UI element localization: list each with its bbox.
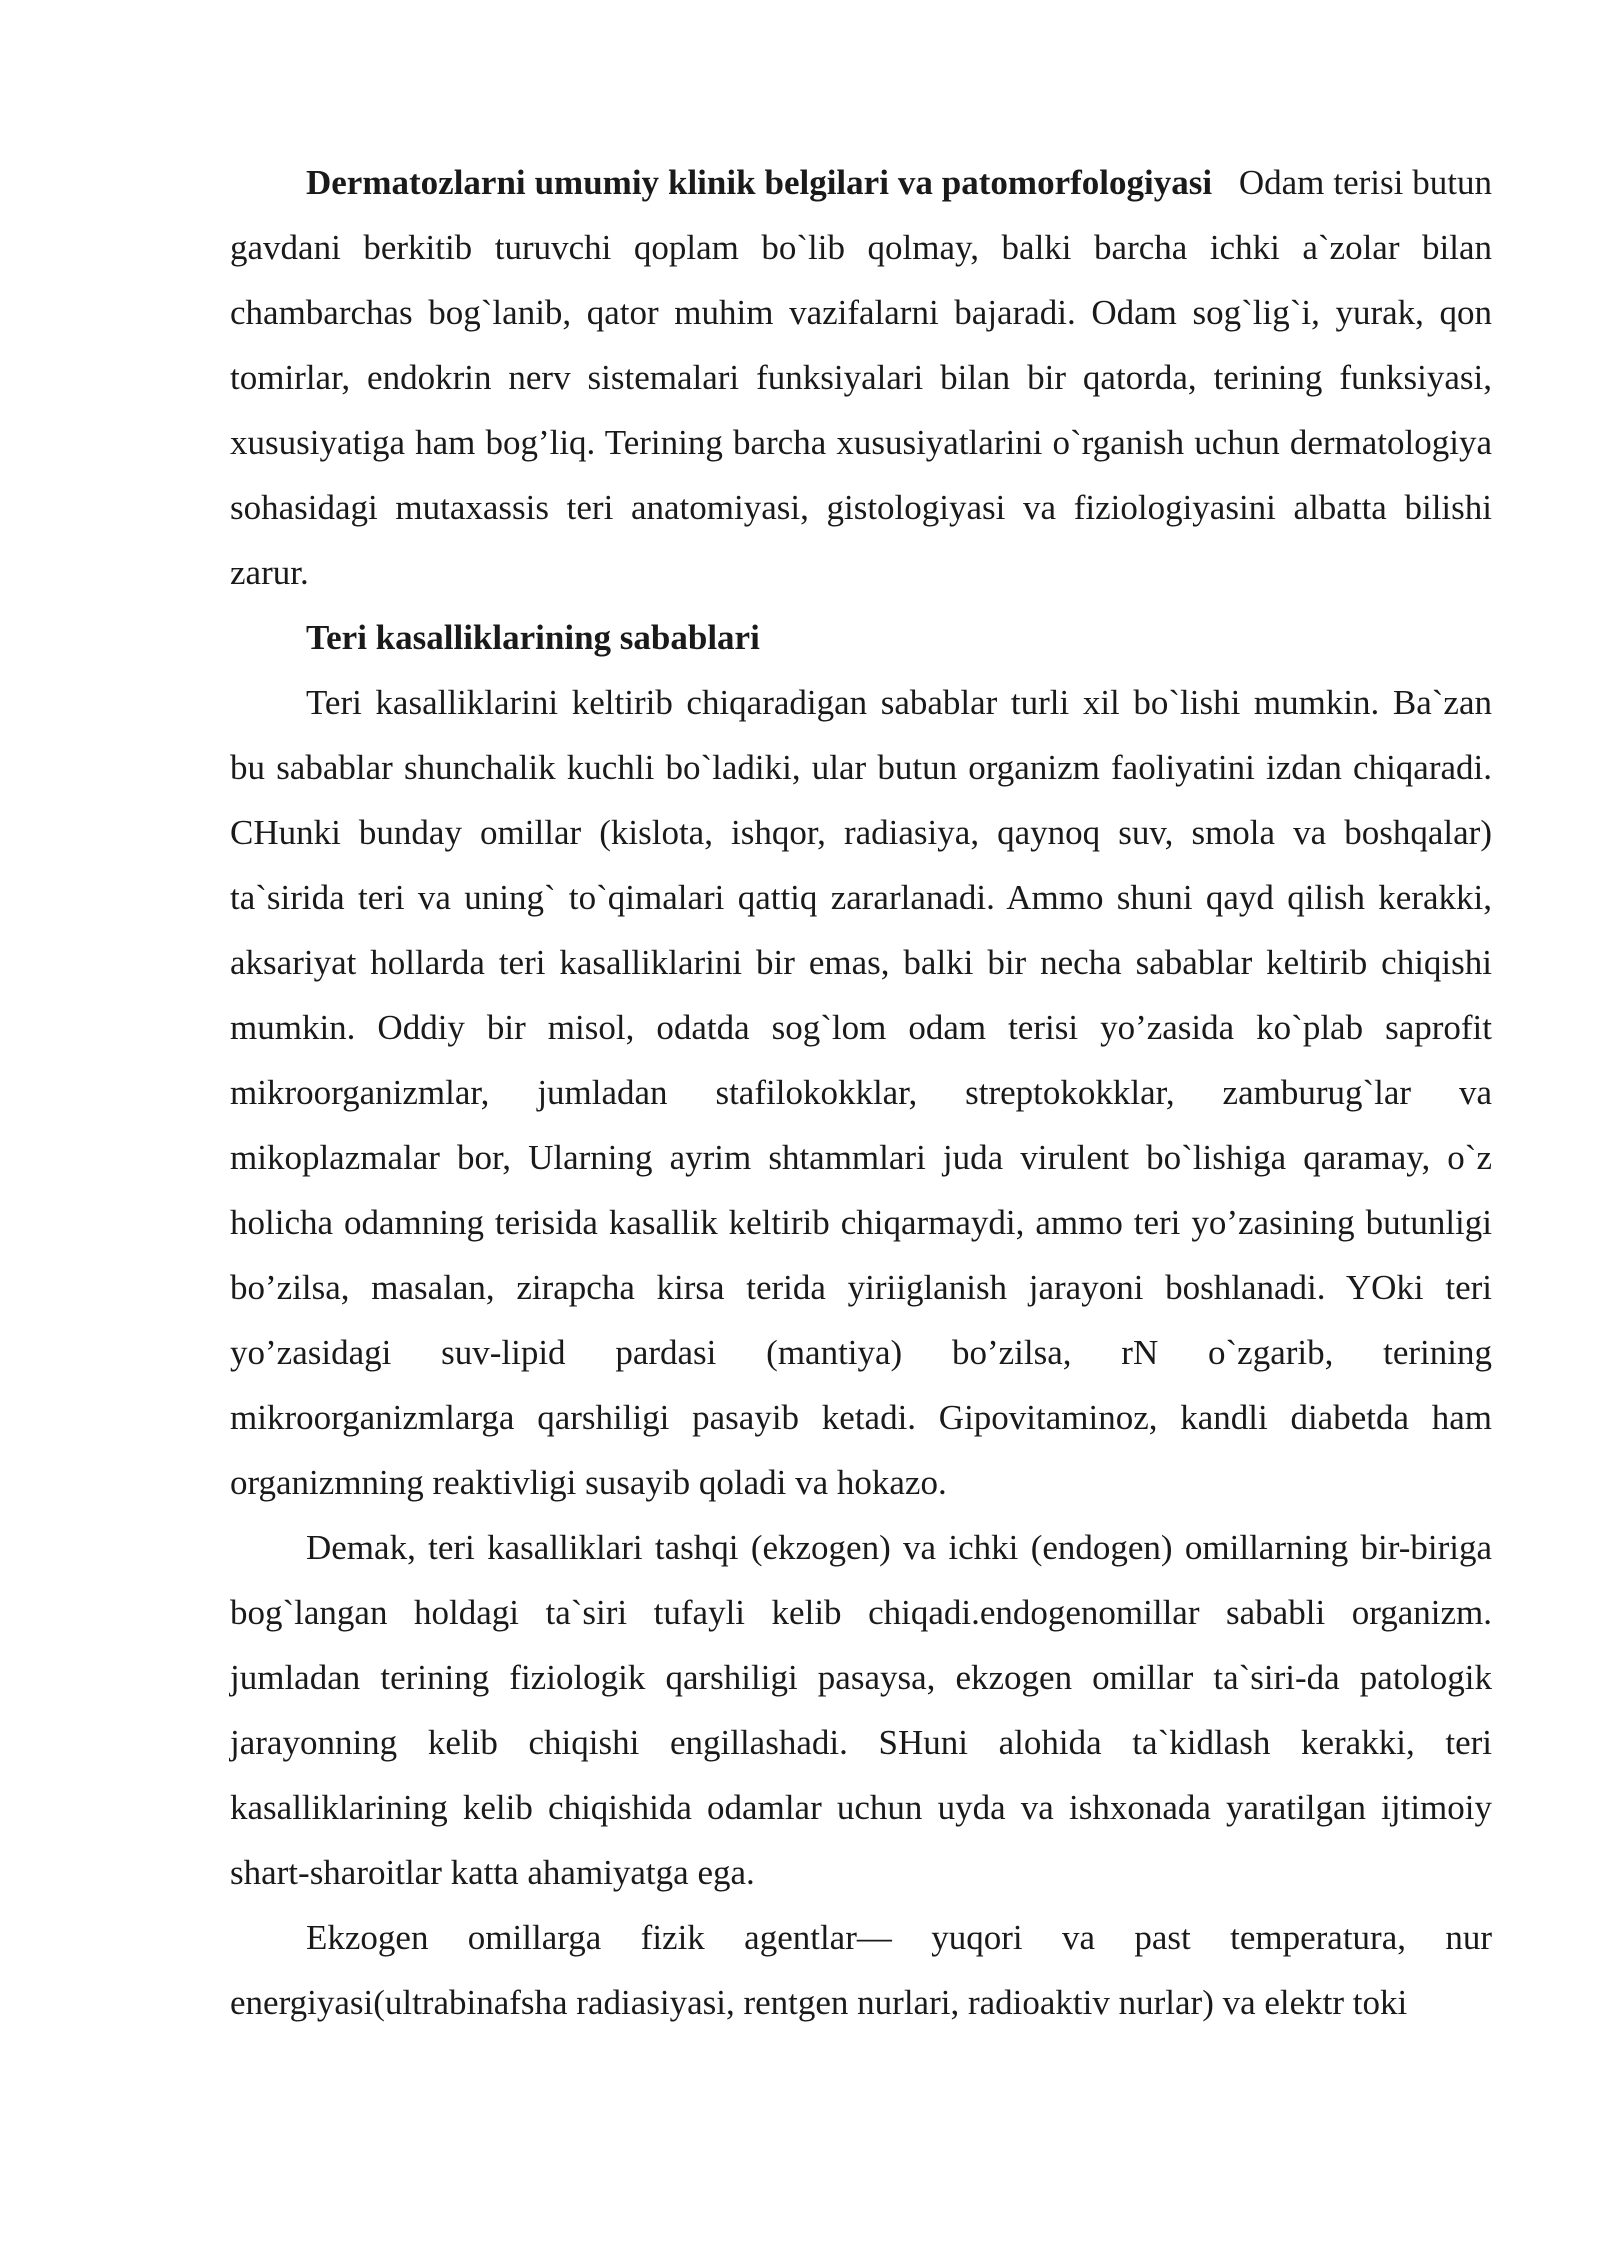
paragraph-exogenous: Ekzogen omillarga fizik agentlar— yuqori va past temperatura, nur energiyasi(ultrabinafsha radiasiyasi, rentgen nurlari, radioaktiv nurlar) va elektr toki	[230, 1918, 1492, 2022]
document-title: Dermatozlarni umumiy klinik belgilari va patomorfologiyasi	[306, 163, 1213, 202]
document-page	[230, 150, 1492, 2035]
intro-text: Odam terisi butun gavdani berkitib turuvchi qoplam bo`lib qolmay, balki barcha ichki a`zolar bilan chambarchas bog`lanib, qator muhim vazifalarni bajaradi. Odam sog`lig`i, yurak, qon tomirlar, endokrin nerv sistemalari funksiyalari bilan bir qatorda, terining funksiyasi, xususiyatiga ham bog’liq. Terining barcha xususiyatlarini o`rganish uchun dermatologiya sohasidagi mutaxassis teri anatomiyasi, gistologiyasi va fiziologiyasini albatta bilishi zarur.	[230, 163, 1492, 592]
section-heading: Teri kasalliklarining sabablari	[306, 618, 760, 657]
paragraph-causes: Teri kasalliklarini keltirib chiqaradigan sabablar turli xil bo`lishi mumkin. Ba`zan bu sabablar shunchalik kuchli bo`ladiki, ular butun organizm faoliyatini izdan chiqaradi. CHunki bunday omillar (kislota, ishqor, radiasiya, qaynoq suv, smola va boshqalar) ta`sirida teri va uning` to`qimalari qattiq zararlanadi. Ammo shuni qayd qilish kerakki, aksariyat hollarda teri kasalliklarini bir emas, balki bir necha sabablar keltirib chiqishi mumkin. Oddiy bir misol, odatda sog`lom odam terisi yo’zasida ko`plab saprofit mikroorganizmlar, jumladan stafilokokklar, streptokokklar, zamburug`lar va mikoplazmalar bor, Ularning ayrim shtammlari juda virulent bo`lishiga qaramay, o`z holicha odamning terisida kasallik keltirib chiqarmaydi, ammo teri yo’zasining butunligi bo’zilsa, masalan, zirapcha kirsa terida yiriiglanish jarayoni boshlanadi. YOki teri yo’zasidagi suv-lipid pardasi (mantiya) bo’zilsa, rN o`zgarib, terining mikroorganizmlarga qarshiligi pasayib ketadi. Gipovitaminoz, kandli diabetda ham organizmning reaktivligi susayib qoladi va hokazo.	[230, 683, 1492, 1502]
intro-paragraph	[230, 150, 1492, 605]
paragraph-factors: Demak, teri kasalliklari tashqi (ekzogen) va ichki (endogen) omillarning bir-biriga bog`langan holdagi ta`siri tufayli kelib chiqadi.endogenomillar sababli organizm. jumladan terining fiziologik qarshiligi pasaysa, ekzogen omillar ta`siri-da patologik jarayonning kelib chiqishi engillashadi. SHuni alohida ta`kidlash kerakki, teri kasalliklarining kelib chiqishida odamlar uchun uyda va ishxonada yaratilgan ijtimoiy shart-sharoitlar katta ahamiyatga ega.	[230, 1528, 1492, 1892]
